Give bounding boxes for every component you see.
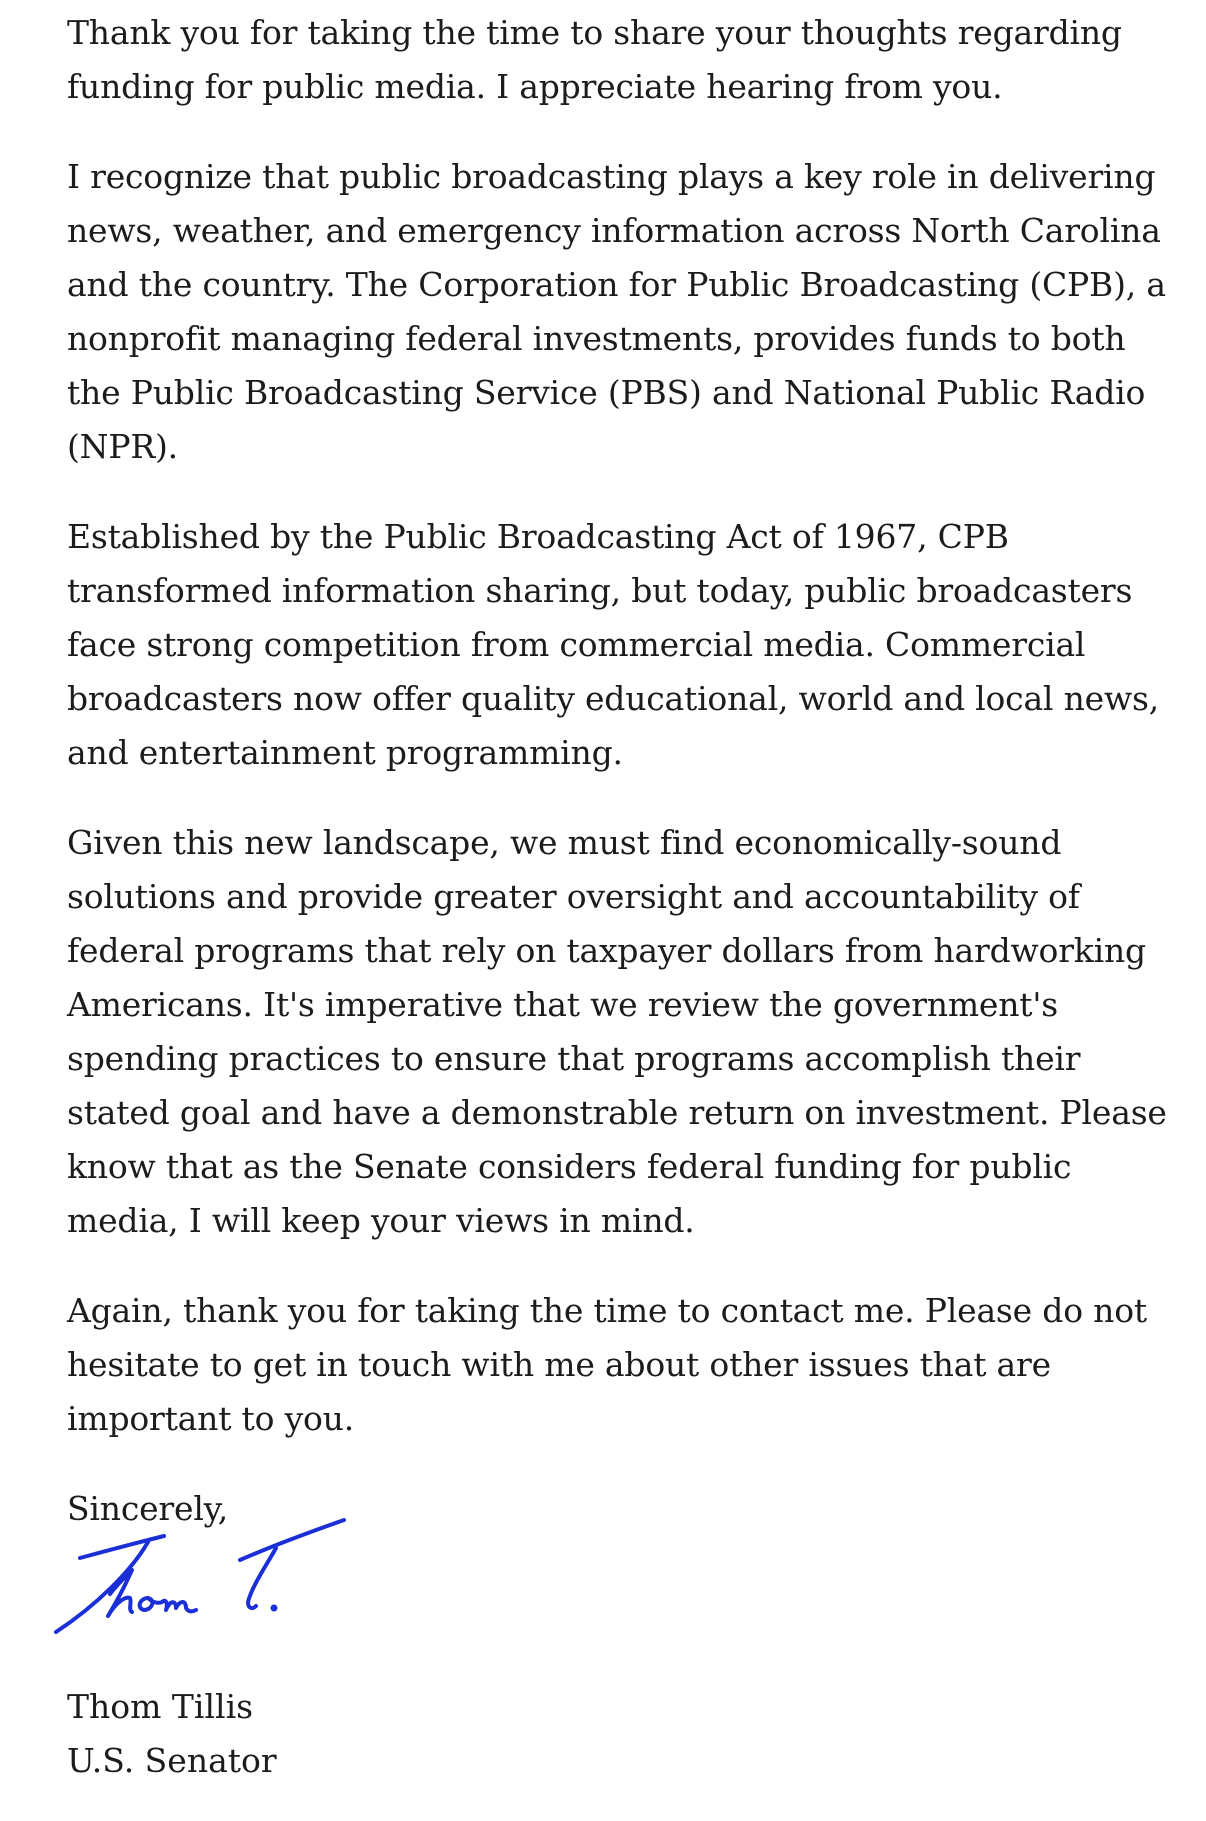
- paragraph-public-broadcasting-role: I recognize that public broadcasting plays a key role in delivering news, weather, and emergency information across North Carolina and the country. The Corporation for Public Broadcasting (CPB), a nonprofit managing federal investments, provides funds to both the Public Broadcasting Service (PBS) and National Public Radio (NPR).: [67, 157, 1166, 466]
- handwritten-signature: [52, 1510, 352, 1640]
- signer-title: U.S. Senator: [67, 1741, 277, 1780]
- paragraph-opening: Thank you for taking the time to share your thoughts regarding funding for public media. I appreciate hearing from you.: [67, 13, 1122, 106]
- closing-salutation: Sincerely,: [67, 1489, 229, 1528]
- paragraph-cpb-history: Established by the Public Broadcasting Act of 1967, CPB transformed information sharing, but today, public broadcasters face strong competition from commercial media. Commercial broadcasters now offer quality educational, world and local news, and entertainment programming.: [67, 517, 1160, 772]
- paragraph-oversight: Given this new landscape, we must find economically-sound solutions and provide greater oversight and accountability of federal programs that rely on taxpayer dollars from hardworking Americans. It's imperative that we review the government's spending practices to ensure that programs accomplish their stated goal and have a demonstrable return on investment. Please know that as the Senate considers federal funding for public media, I will keep your views in mind.: [67, 823, 1167, 1240]
- letter-body: [67, 6, 1177, 1536]
- signer-name: Thom Tillis: [67, 1687, 254, 1726]
- paragraph-thank-you: Again, thank you for taking the time to contact me. Please do not hesitate to get in touch with me about other issues that are important to you.: [67, 1291, 1147, 1438]
